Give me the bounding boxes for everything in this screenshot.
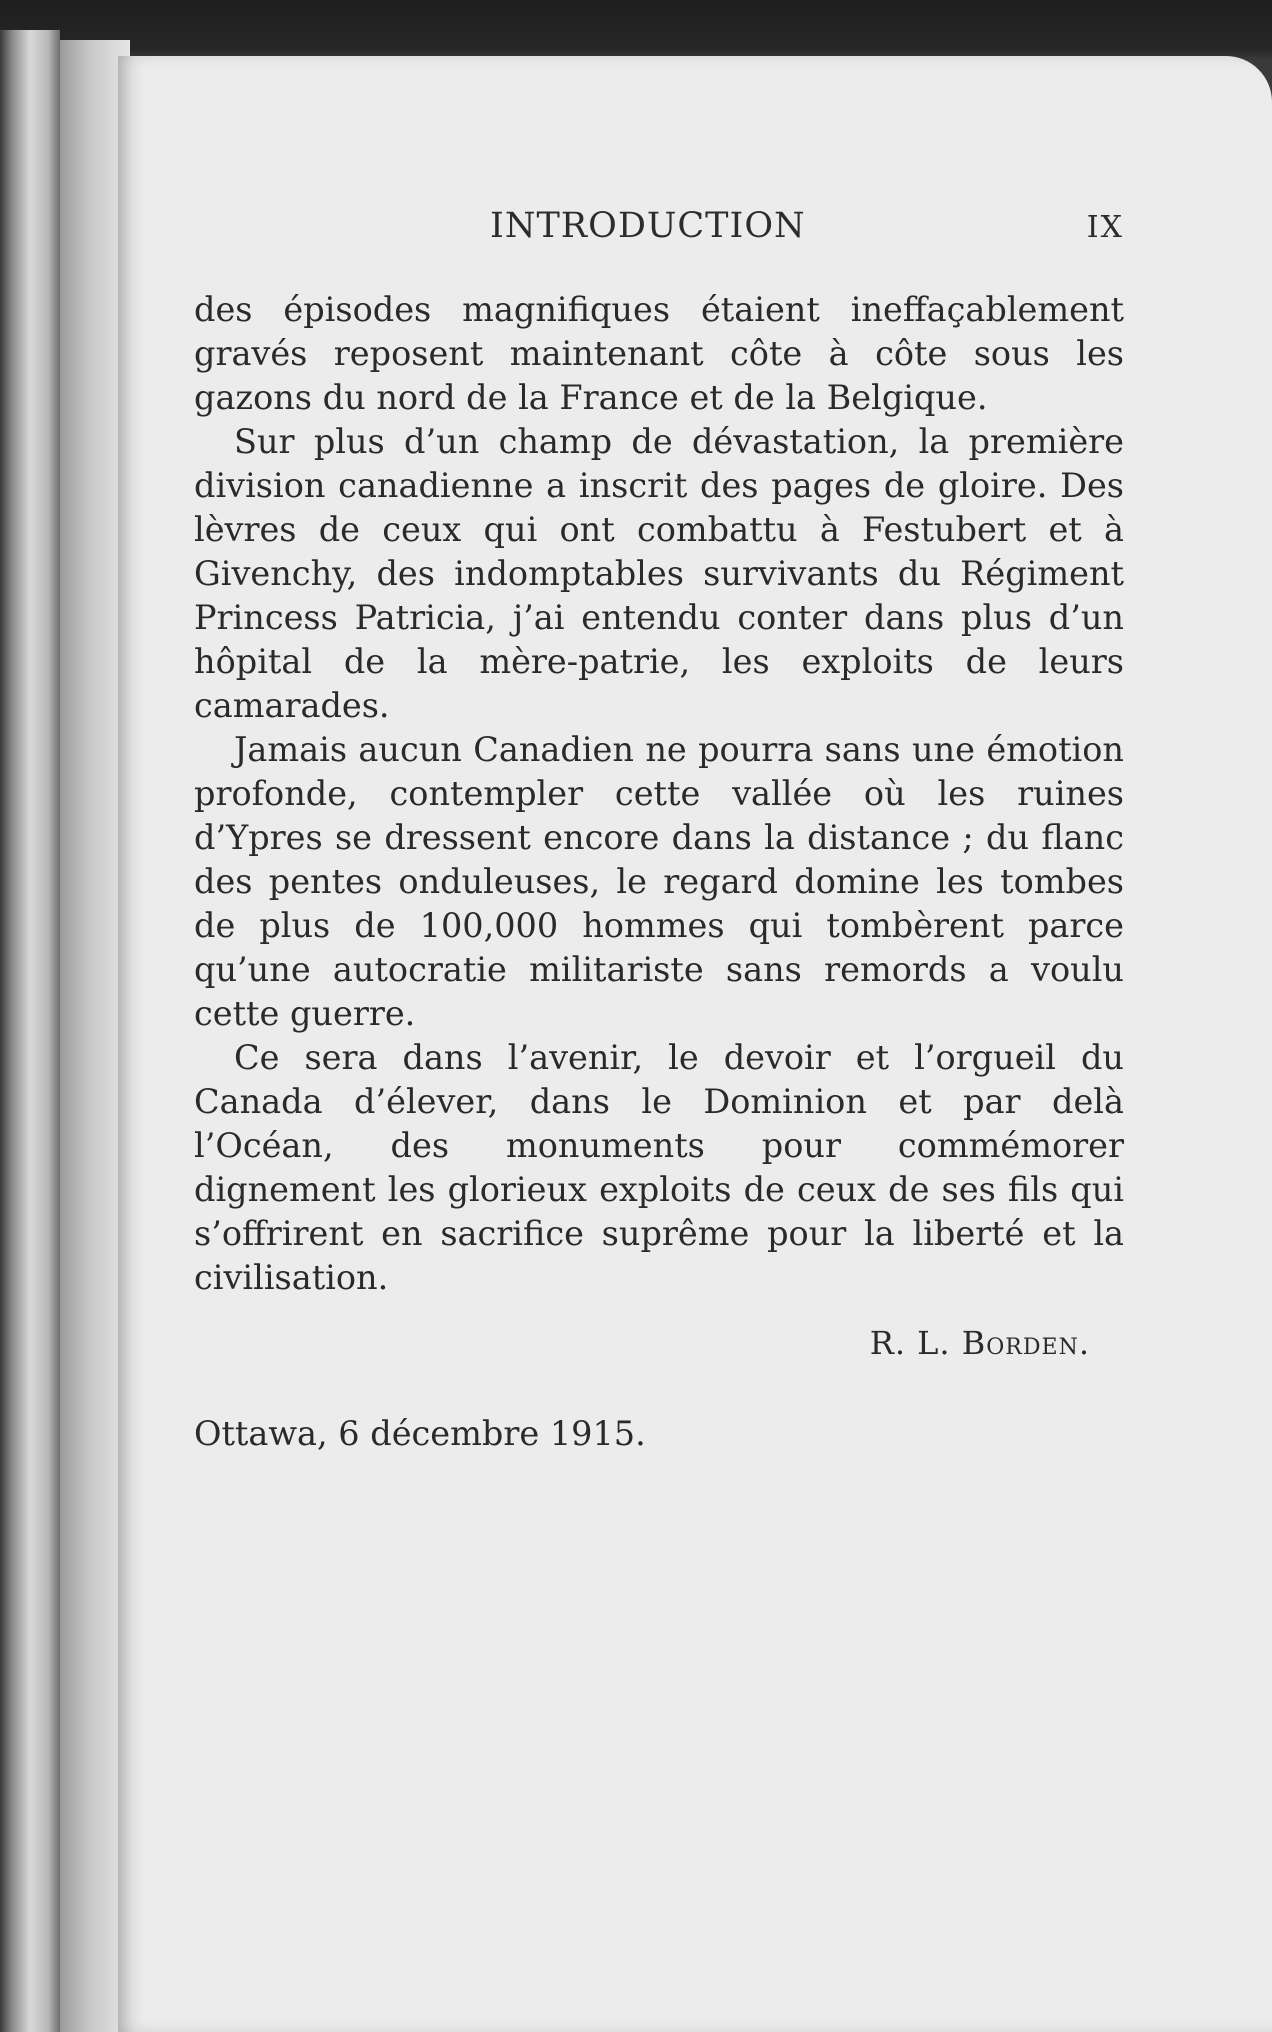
paragraph-4: Ce sera dans l’avenir, le devoir et l’orgueil du Canada d’élever, dans le Dominion et par delà l’Océan, des monuments pour commémorer dignement les glorieux exploits de ceux de ses fils qui s’offrirent en sacrifice suprême pour la liberté et la civilisation. [194,1038,1124,1297]
page-number: IX [1086,210,1124,245]
dateline: Ottawa, 6 décembre 1915. [194,1414,646,1453]
body-text [194,288,1124,1300]
signature-surname: Borden. [961,1324,1090,1362]
paragraph-2: Sur plus d’un champ de dévastation, la première division canadienne a inscrit des pages de gloire. Des lèvres de ceux qui ont combattu à Festubert et à Givenchy, des indomptables survivants du Régiment Princess Patricia, j’ai entendu conter dans plus d’un hôpital de la mère-patrie, les exploits de leurs camarades. [194,422,1124,725]
page-content [194,206,1124,1456]
signature [194,1324,1124,1362]
running-title: INTRODUCTION [490,206,806,246]
book-binding [0,30,60,2032]
signature-initials: R. L. [869,1324,951,1362]
page-header [194,206,1124,266]
paragraph-1: des épisodes magnifiques étaient ineffaçablement gravés reposent maintenant côte à côte sous les gazons du nord de la France et de la Belgique. [194,290,1124,417]
paragraph-3: Jamais aucun Canadien ne pourra sans une émotion profonde, contempler cette vallée où les ruines d’Ypres se dressent encore dans la distance ; du flanc des pentes onduleuses, le regard domine les tombes de plus de 100,000 hommes qui tombèrent parce qu’une autocratie militariste sans remords a voulu cette guerre. [194,730,1124,1033]
book-page [118,56,1272,2032]
